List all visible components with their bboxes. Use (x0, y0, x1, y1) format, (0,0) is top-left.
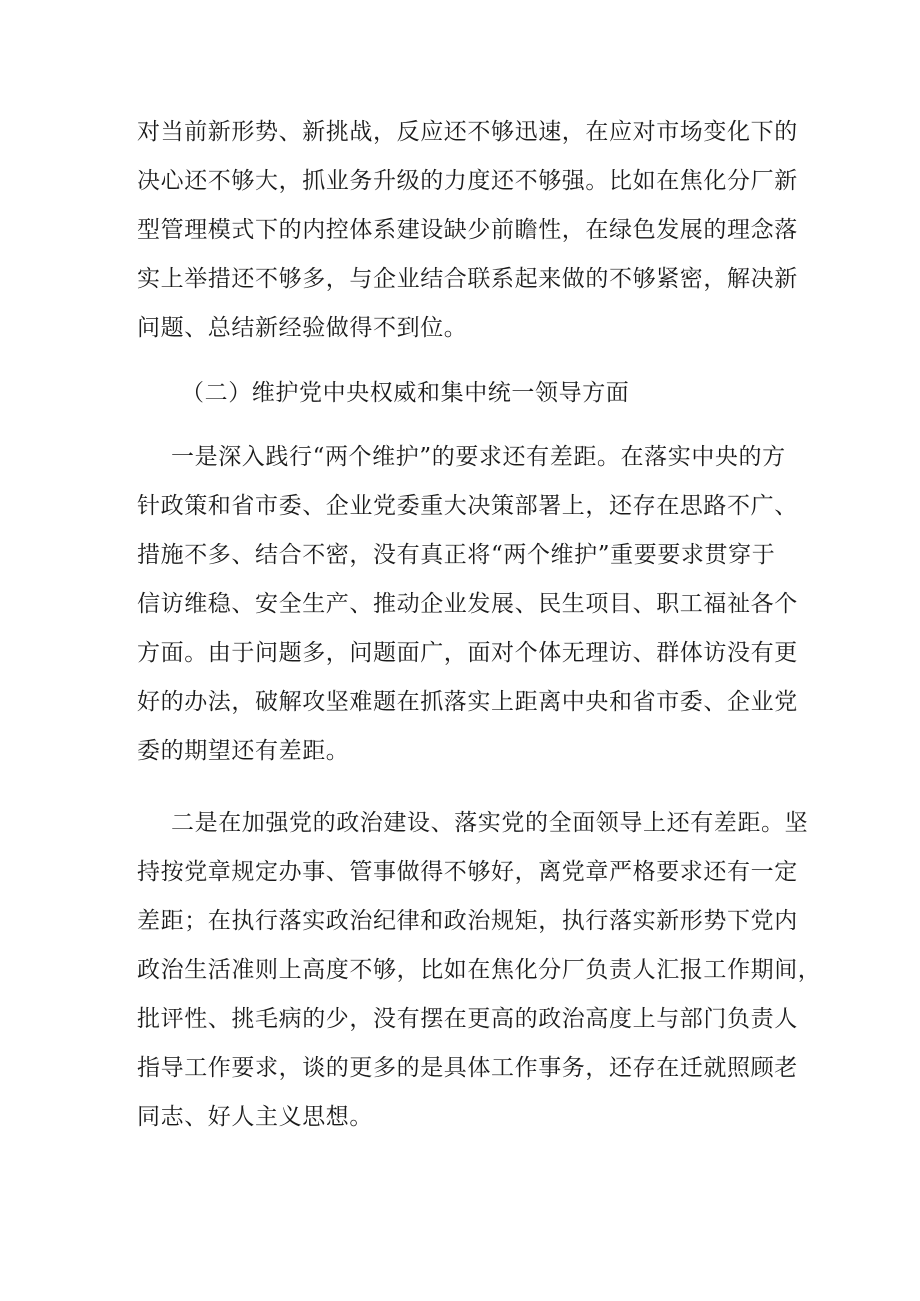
text-line: 二是在加强党的政治建设、落实党的全面领导上还有差距。坚 (171, 810, 809, 836)
text-line: 问题、总结新经验做得不到位。 (137, 315, 468, 341)
text-line: 指导工作要求，谈的更多的是具体工作事务，还存在迁就照顾老 (137, 1055, 798, 1081)
text-line: 方面。由于问题多，问题面广，面对个体无理访、群体访没有更 (137, 640, 798, 666)
text-line: 措施不多、结合不密，没有真正将“两个维护”重要要求贯穿于 (137, 542, 776, 568)
text-line: 信访维稳、安全生产、推动企业发展、民生项目、职工福祉各个 (137, 591, 798, 617)
text-line: 政治生活准则上高度不够，比如在焦化分厂负责人汇报工作期间， (137, 957, 822, 983)
section-heading: （二）维护党中央权威和集中统一领导方面 (181, 380, 630, 406)
text-line: 持按党章规定办事、管事做得不够好，离党章严格要求还有一定 (137, 859, 798, 885)
text-line: 实上举措还不够多，与企业结合联系起来做的不够紧密，解决新 (137, 266, 798, 292)
text-line: 对当前新形势、新挑战，反应还不够迅速，在应对市场变化下的 (137, 119, 798, 145)
text-line: 一是深入践行“两个维护”的要求还有差距。在落实中央的方 (171, 444, 786, 470)
text-line: 决心还不够大，抓业务升级的力度还不够强。比如在焦化分厂新 (137, 168, 798, 194)
text-line: 好的办法，破解攻坚难题在抓落实上距离中央和省市委、企业党 (137, 689, 798, 715)
text-line: 针政策和省市委、企业党委重大决策部署上，还存在思路不广、 (137, 493, 798, 519)
text-line: 差距；在执行落实政治纪律和政治规矩，执行落实新形势下党内 (137, 908, 798, 934)
text-line: 同志、好人主义思想。 (137, 1104, 373, 1130)
text-line: 型管理模式下的内控体系建设缺少前瞻性，在绿色发展的理念落 (137, 217, 798, 243)
text-line: 委的期望还有差距。 (137, 738, 350, 764)
text-line: 批评性、挑毛病的少，没有摆在更高的政治高度上与部门负责人 (137, 1006, 798, 1032)
